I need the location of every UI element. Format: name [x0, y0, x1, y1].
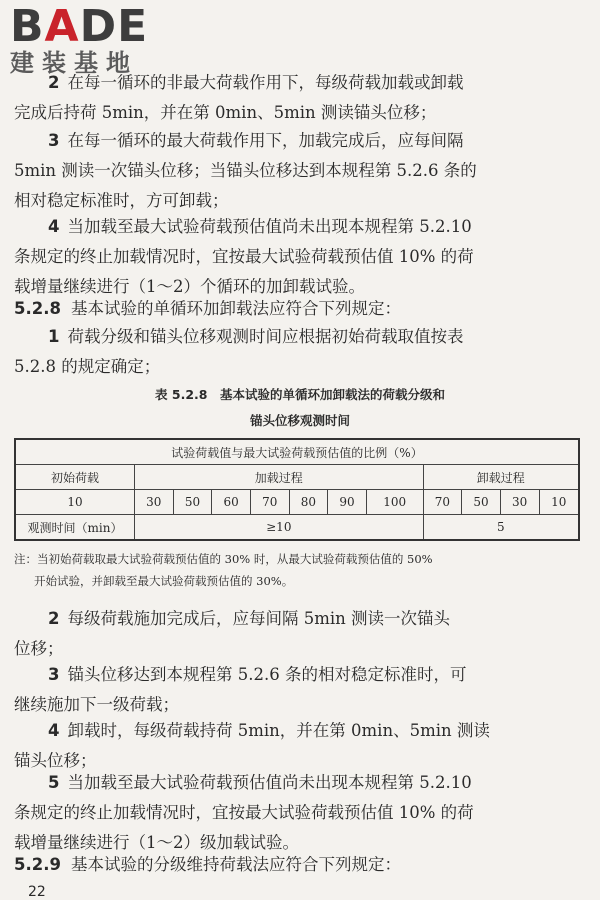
- col-unloading: 卸载过程: [423, 465, 579, 490]
- load-table: [14, 438, 580, 541]
- col-loading: 加载过程: [135, 465, 424, 490]
- table-row-values: [15, 490, 579, 515]
- logo-subtitle: 建装基地: [10, 49, 138, 77]
- item-2: 2 在每一循环的非最大荷载作用下，每级荷载加载或卸载 完成后持荷 5min，并在第 0min、5min 测读锚头位移；: [14, 73, 464, 122]
- table-cell: 90: [328, 490, 367, 515]
- page-number: 22: [28, 884, 46, 900]
- table-cell: 10: [539, 490, 579, 515]
- section-5-2-8: 5.2.8 基本试验的单循环加卸载法应符合下列规定：: [14, 299, 401, 318]
- section-5-2-8-item-5: 5 当加载至最大试验荷载预估值尚未出现本规程第 5.2.10 条规定的终止加载情况时，宜按最大试验荷载预估值 10% 的荷 载增量继续进行（1～2）级加载试验。: [14, 773, 474, 852]
- table-row-time: [15, 515, 579, 541]
- table-cell: 60: [212, 490, 251, 515]
- table-cell: 100: [366, 490, 423, 515]
- section-5-2-8-item-1: 1 荷载分级和锚头位移观测时间应根据初始荷载取值按表 5.2.8 的规定确定；: [14, 327, 464, 376]
- item-3: 3 在每一循环的最大荷载作用下，加载完成后，应每间隔 5min 测读一次锚头位移；当锚头位移达到本规程第 5.2.6 条的 相对稳定标准时，方可卸载；: [14, 131, 477, 210]
- table-cell: 30: [500, 490, 539, 515]
- table-header-top: 试验荷载值与最大试验荷载预估值的比例（%）: [15, 439, 579, 465]
- section-5-2-8-item-4: 4 卸载时，每级荷载持荷 5min，并在第 0min、5min 测读 锚头位移；: [14, 721, 490, 770]
- table-cell: 50: [462, 490, 501, 515]
- table-cell: 30: [135, 490, 174, 515]
- section-5-2-8-item-2: 2 每级荷载施加完成后，应每间隔 5min 测读一次锚头 位移；: [14, 609, 451, 658]
- table-note: 注：当初始荷载取最大试验荷载预估值的 30% 时，从最大试验荷载预估值的 50% 开始试验，并卸载至最大试验荷载预估值的 30%。: [14, 552, 433, 588]
- table-cell: 80: [289, 490, 328, 515]
- table-cell: 10: [15, 490, 135, 515]
- bade-logo: [10, 1, 149, 77]
- time-unloading: 5: [423, 515, 579, 541]
- table-cell: 70: [250, 490, 289, 515]
- time-loading: ≥10: [135, 515, 424, 541]
- section-5-2-8-item-3: 3 锚头位移达到本规程第 5.2.6 条的相对稳定标准时，可 继续施加下一级荷载；: [14, 665, 467, 714]
- table-title: 表 5.2.8 基本试验的单循环加卸载法的荷载分级和 锚头位移观测时间: [155, 387, 445, 428]
- section-5-2-9: 5.2.9 基本试验的分级维持荷载法应符合下列规定：: [14, 855, 401, 874]
- col-initial: 初始荷载: [15, 465, 135, 490]
- time-label: 观测时间（min）: [15, 515, 135, 541]
- table-cell: 50: [173, 490, 212, 515]
- table-cell: 70: [423, 490, 462, 515]
- item-4: 4 当加载至最大试验荷载预估值尚未出现本规程第 5.2.10 条规定的终止加载情况时，宜按最大试验荷载预估值 10% 的荷 载增量继续进行（1～2）个循环的加卸载试验。: [14, 217, 474, 296]
- logo-wordmark: BADE: [10, 1, 149, 52]
